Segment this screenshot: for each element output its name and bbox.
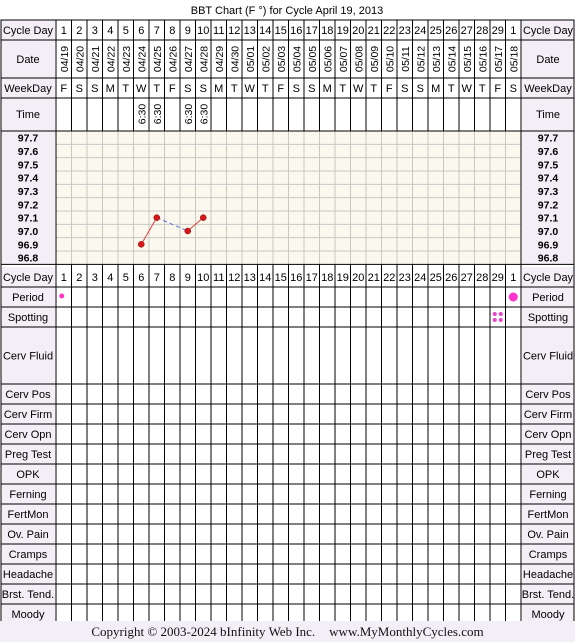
date-cell: 04/24 xyxy=(136,45,149,73)
weekday-cell: W xyxy=(244,83,255,95)
cycle-day-row-label-left: Cycle Day xyxy=(2,25,54,37)
date-cell: 05/09 xyxy=(368,45,381,73)
date-cell: 05/07 xyxy=(337,45,350,73)
date-cell: 04/27 xyxy=(182,45,195,73)
temp-label-right: 97.1 xyxy=(537,212,559,225)
cycle-day-row-2-day: 6 xyxy=(138,272,145,284)
cycle-day-row-2-day: 5 xyxy=(122,272,129,284)
weekday-cell: S xyxy=(308,83,316,95)
date-cell: 05/04 xyxy=(291,45,304,73)
time-cell: 6:30 xyxy=(151,103,164,125)
time-label-right: Time xyxy=(535,109,561,121)
symptom-label-right: Preg Test xyxy=(524,449,572,461)
temp-label-right: 97.7 xyxy=(537,132,559,145)
date-cell: 05/18 xyxy=(508,45,521,73)
cycle-day-row-day: 1 xyxy=(510,25,517,37)
symptom-label-left: Period xyxy=(12,292,44,304)
date-cell: 05/08 xyxy=(353,45,366,73)
symptom-label-left: OPK xyxy=(16,469,40,481)
temp-label-left: 97.1 xyxy=(17,212,39,225)
temp-point xyxy=(185,228,191,234)
date-cell: 04/29 xyxy=(213,45,226,73)
cycle-day-row-day: 29 xyxy=(491,25,504,37)
cycle-day-row-day: 19 xyxy=(336,25,349,37)
temp-point xyxy=(138,241,144,247)
symptom-label-left: Headache xyxy=(2,569,54,581)
temp-point xyxy=(200,215,206,221)
symptom-label-left: FertMon xyxy=(7,509,49,521)
cycle-day-row-2-day: 29 xyxy=(491,272,504,284)
temp-label-right: 97.2 xyxy=(537,199,559,212)
cycle-day-row-day: 3 xyxy=(91,25,98,37)
date-cell: 04/19 xyxy=(58,45,71,73)
weekday-cell: S xyxy=(416,83,424,95)
spotting-mark xyxy=(493,312,497,316)
footer xyxy=(0,621,575,642)
symptom-label-left: Ov. Pain xyxy=(7,529,49,541)
weekday-cell: S xyxy=(509,83,517,95)
weekday-cell: F xyxy=(385,83,393,95)
cycle-day-row-2-day: 1 xyxy=(510,272,517,284)
cycle-day-row-2-day: 21 xyxy=(367,272,380,284)
date-cell: 05/01 xyxy=(244,45,257,73)
weekday-cell: W xyxy=(353,83,364,95)
symptom-label-left: Brst. Tend. xyxy=(1,589,55,601)
date-cell: 05/12 xyxy=(415,45,428,73)
cycle-day-row-day: 27 xyxy=(460,25,473,37)
date-cell: 05/17 xyxy=(492,45,505,73)
cycle-day-row-day: 21 xyxy=(367,25,380,37)
cycle-day-row-day: 6 xyxy=(138,25,145,37)
weekday-cell: T xyxy=(478,83,486,95)
cycle-day-row-2-day: 16 xyxy=(290,272,303,284)
date-cell: 05/11 xyxy=(399,46,412,72)
symptom-label-right: Cerv Firm xyxy=(523,409,573,421)
cycle-day-row-2-day: 18 xyxy=(321,272,334,284)
cycle-day-row-day: 14 xyxy=(259,25,272,37)
weekday-cell: S xyxy=(199,83,207,95)
date-cell: 05/14 xyxy=(446,45,459,73)
weekday-cell: M xyxy=(322,83,332,95)
cycle-day-row-day: 11 xyxy=(213,25,225,37)
time-cell: 6:30 xyxy=(136,103,149,125)
temp-label-right: 96.8 xyxy=(537,252,559,265)
period-mark xyxy=(59,294,64,299)
cycle-day-row-2-day: 3 xyxy=(91,272,98,284)
cycle-day-row-label-right: Cycle Day xyxy=(522,25,574,37)
date-cell: 05/16 xyxy=(477,45,490,73)
temp-label-right: 97.0 xyxy=(537,225,559,238)
cycle-day-row-2-day: 1 xyxy=(60,272,67,284)
cycle-day-row-2-day: 14 xyxy=(259,272,272,284)
cycle-day-row-2-day: 28 xyxy=(476,272,489,284)
temp-label-left: 97.6 xyxy=(17,145,39,158)
symptom-label-left: Spotting xyxy=(7,312,49,324)
temp-label-left: 97.7 xyxy=(17,132,39,145)
cycle-day-row-day: 5 xyxy=(122,25,129,37)
cycle-day-row-day: 20 xyxy=(352,25,365,37)
weekday-cell: T xyxy=(230,83,238,95)
cycle-day-row-2-day: 2 xyxy=(76,272,83,284)
cycle-day-row-day: 1 xyxy=(60,25,67,37)
weekday-label-left: WeekDay xyxy=(4,83,52,95)
weekday-cell: F xyxy=(277,83,285,95)
date-cell: 05/03 xyxy=(275,45,288,73)
date-cell: 05/10 xyxy=(384,45,397,73)
cycle-day-row-2-day: 20 xyxy=(352,272,365,284)
cycle-day-row-day: 22 xyxy=(383,25,396,37)
cycle-day-row-2-day: 26 xyxy=(445,272,458,284)
cycle-day-row-2-day: 17 xyxy=(305,272,318,284)
cycle-day-row-2-day: 27 xyxy=(460,272,473,284)
weekday-cell: M xyxy=(214,83,224,95)
cycle-day-row-2-day: 13 xyxy=(243,272,256,284)
weekday-cell: W xyxy=(136,83,147,95)
weekday-cell: T xyxy=(122,83,130,95)
cycle-day-row-day: 13 xyxy=(243,25,256,37)
symptom-label-left: Moody xyxy=(11,609,45,621)
date-cell: 04/25 xyxy=(151,45,164,73)
date-cell: 04/28 xyxy=(198,45,211,73)
symptom-label-right: OPK xyxy=(536,469,560,481)
symptom-label-left: Preg Test xyxy=(4,449,52,461)
temp-label-left: 96.8 xyxy=(17,252,39,265)
weekday-cell: T xyxy=(261,83,269,95)
temp-label-right: 97.6 xyxy=(537,145,559,158)
time-cell: 6:30 xyxy=(182,103,195,125)
symptom-label-right: Brst. Tend. xyxy=(521,589,575,601)
temp-label-left: 97.0 xyxy=(17,225,39,238)
time-cell: 6:30 xyxy=(198,103,211,125)
symptom-label-right: Cramps xyxy=(528,549,568,561)
weekday-cell: T xyxy=(153,83,161,95)
symptom-label-right: Ferning xyxy=(529,489,567,501)
weekday-cell: M xyxy=(105,83,115,95)
spotting-mark xyxy=(493,318,497,322)
cycle-day-row-day: 2 xyxy=(76,25,83,37)
weekday-cell: F xyxy=(494,83,502,95)
chart-title: BBT Chart (F °) for Cycle April 19, 2013 xyxy=(190,5,384,17)
date-cell: 05/05 xyxy=(306,45,319,73)
temp-label-left: 97.2 xyxy=(17,199,39,212)
date-cell: 04/22 xyxy=(105,45,118,73)
symptom-label-right: Spotting xyxy=(527,312,569,324)
cycle-day-row-day: 25 xyxy=(429,25,442,37)
date-label-left: Date xyxy=(16,54,40,66)
symptom-label-right: FertMon xyxy=(527,509,569,521)
cycle-day-row-day: 16 xyxy=(290,25,303,37)
spotting-mark xyxy=(499,312,503,316)
cycle-day-row-2-day: 9 xyxy=(184,272,191,284)
symptom-label-left: Cerv Pos xyxy=(5,389,51,401)
temp-label-right: 97.3 xyxy=(537,185,559,198)
date-cell: 04/26 xyxy=(167,45,180,73)
symptom-label-left: Cerv Firm xyxy=(3,409,53,421)
cycle-day-row-2-day: 22 xyxy=(383,272,396,284)
cycle-day-row-2-day: 24 xyxy=(414,272,427,284)
cycle-day-row-day: 12 xyxy=(228,25,241,37)
period-mark xyxy=(509,293,518,302)
temp-point xyxy=(154,215,160,221)
site-link[interactable]: www.MyMonthlyCycles.com xyxy=(329,624,484,639)
temp-label-left: 97.3 xyxy=(17,185,39,198)
symptom-label-right: Period xyxy=(532,292,564,304)
cycle-day-row-day: 9 xyxy=(184,25,191,37)
temp-label-right: 97.5 xyxy=(537,159,559,172)
symptom-label-left: Cerv Fluid xyxy=(2,350,54,363)
temp-label-left: 96.9 xyxy=(17,239,39,252)
symptom-label-right: Headache xyxy=(522,569,574,581)
date-label-right: Date xyxy=(536,54,560,66)
weekday-label-right: WeekDay xyxy=(524,83,572,95)
date-cell: 05/02 xyxy=(260,45,273,73)
weekday-cell: S xyxy=(292,83,300,95)
symptom-label-right: Cerv Opn xyxy=(524,429,572,441)
symptom-label-right: Cerv Fluid xyxy=(522,350,574,363)
weekday-cell: T xyxy=(339,83,347,95)
date-cell: 04/20 xyxy=(74,45,87,73)
date-cell: 05/15 xyxy=(461,45,474,73)
symptom-label-left: Cramps xyxy=(8,549,48,561)
date-cell: 04/21 xyxy=(89,45,102,73)
symptom-label-left: Ferning xyxy=(9,489,47,501)
copyright-text: Copyright © 2003-2024 bInfinity Web Inc. xyxy=(91,624,316,639)
cycle-day-row-2-day: 11 xyxy=(213,272,225,284)
symptom-label-left: Cerv Opn xyxy=(4,429,52,441)
weekday-cell: F xyxy=(60,83,68,95)
cycle-day-row-day: 23 xyxy=(398,25,411,37)
cycle-day-row-day: 17 xyxy=(305,25,318,37)
cycle-day-row-2-day: 23 xyxy=(398,272,411,284)
time-label-left: Time xyxy=(15,109,41,121)
date-cell: 05/06 xyxy=(322,45,335,73)
cycle-day-row-2-day: 15 xyxy=(274,272,287,284)
cycle-day-row-day: 7 xyxy=(153,25,160,37)
symptom-label-right: Cerv Pos xyxy=(525,389,571,401)
cycle-day-row-2-day: 10 xyxy=(197,272,210,284)
cycle-day-row-day: 26 xyxy=(445,25,458,37)
cycle-day-row-day: 4 xyxy=(107,25,114,37)
weekday-cell: S xyxy=(91,83,99,95)
cycle-day-row-2-label-right: Cycle Day xyxy=(522,272,574,284)
cycle-day-row-day: 10 xyxy=(197,25,210,37)
cycle-day-row-2-day: 8 xyxy=(169,272,176,284)
date-cell: 04/23 xyxy=(120,45,133,73)
weekday-cell: T xyxy=(447,83,455,95)
cycle-day-row-day: 24 xyxy=(414,25,427,37)
weekday-cell: S xyxy=(75,83,83,95)
cycle-day-row-2-day: 7 xyxy=(153,272,160,284)
weekday-cell: S xyxy=(401,83,409,95)
weekday-cell: W xyxy=(461,83,472,95)
cycle-day-row-2-day: 19 xyxy=(336,272,349,284)
weekday-cell: F xyxy=(168,83,176,95)
cycle-day-row-day: 18 xyxy=(321,25,334,37)
temp-label-left: 97.5 xyxy=(17,159,39,172)
temp-label-left: 97.4 xyxy=(17,172,39,185)
cycle-day-row-2-label-left: Cycle Day xyxy=(2,272,54,284)
cycle-day-row-2-day: 12 xyxy=(228,272,241,284)
temp-label-right: 97.4 xyxy=(537,172,559,185)
temp-label-right: 96.9 xyxy=(537,239,559,252)
spotting-mark xyxy=(499,318,503,322)
weekday-cell: T xyxy=(370,83,378,95)
symptom-label-right: Moody xyxy=(531,609,565,621)
cycle-day-row-day: 8 xyxy=(169,25,176,37)
cycle-day-row-2-day: 25 xyxy=(429,272,442,284)
date-cell: 04/30 xyxy=(229,45,242,73)
date-cell: 05/13 xyxy=(430,45,443,73)
weekday-cell: S xyxy=(184,83,192,95)
cycle-day-row-2-day: 4 xyxy=(107,272,114,284)
weekday-cell: M xyxy=(431,83,441,95)
cycle-day-row-day: 15 xyxy=(274,25,287,37)
symptom-label-right: Ov. Pain xyxy=(527,529,569,541)
cycle-day-row-day: 28 xyxy=(476,25,489,37)
